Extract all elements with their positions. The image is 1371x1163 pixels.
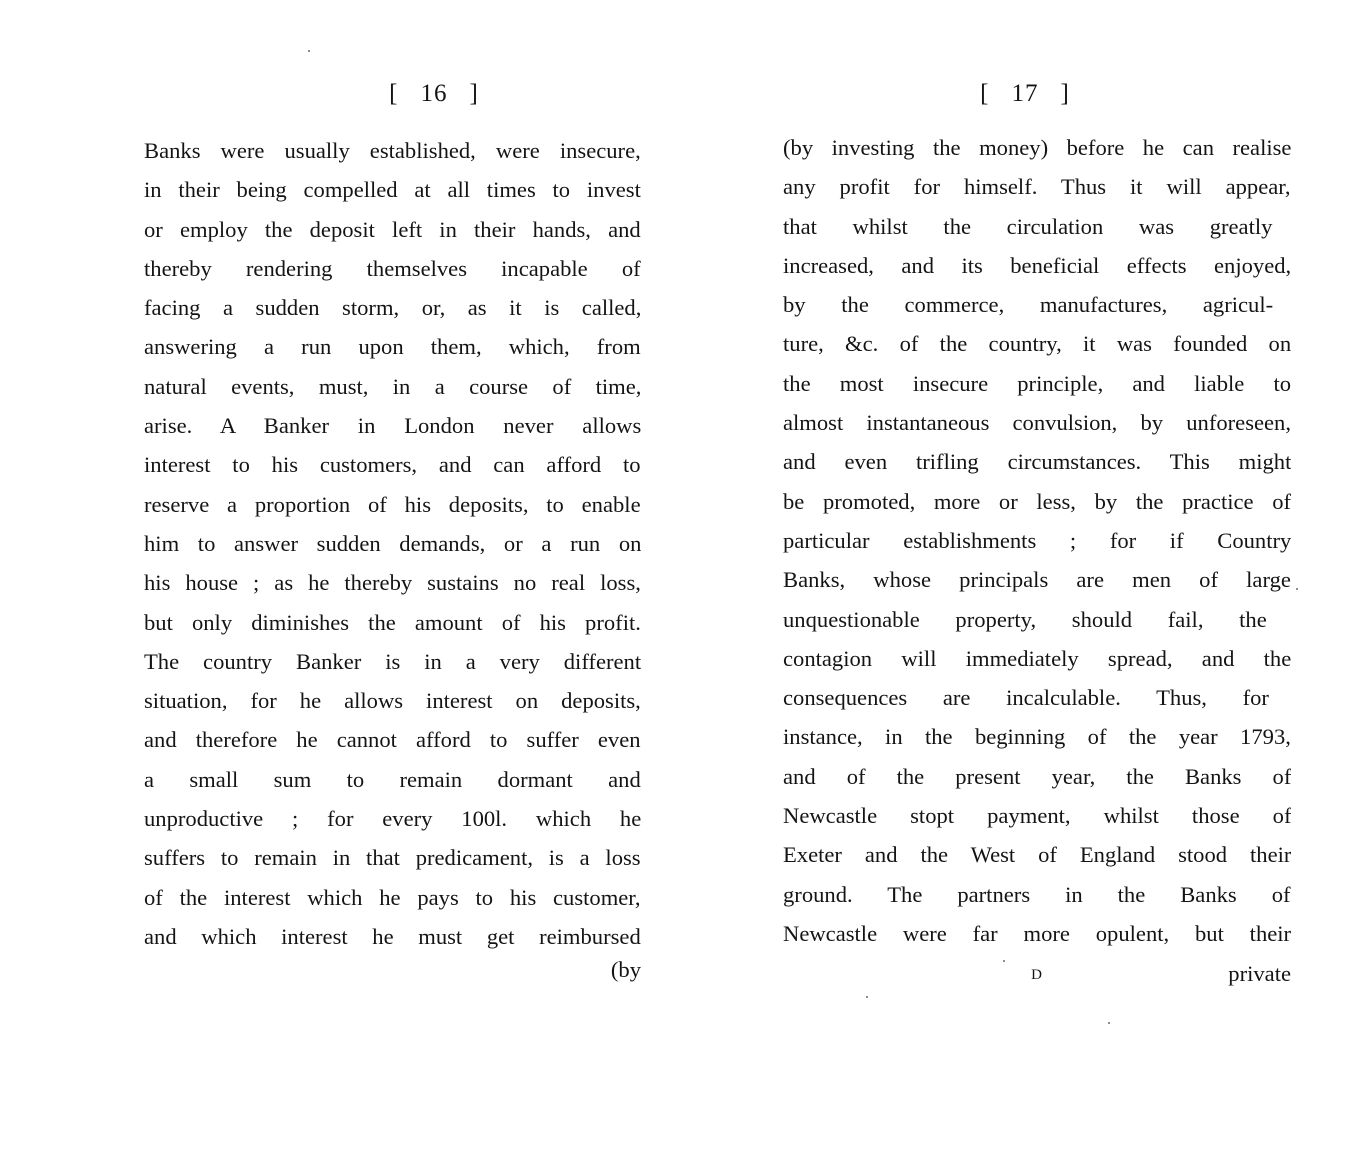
text-line: situation, for he allows interest on deposits, bbox=[144, 688, 641, 714]
text-line: (by investing the money) before he can realise bbox=[783, 135, 1291, 160]
text-line: facing a sudden storm, or, as it is called, bbox=[144, 295, 641, 321]
right-page-text bbox=[783, 128, 1291, 953]
text-line: any profit for himself. Thus it will appear, bbox=[783, 174, 1291, 200]
scan-speck bbox=[1296, 588, 1298, 590]
text-line: ground. The partners in the Banks of bbox=[783, 881, 1291, 907]
text-line: Banks were usually established, were insecure, bbox=[144, 138, 641, 163]
text-line: Exeter and the West of England stood their bbox=[783, 842, 1291, 868]
text-line: Newcastle were far more opulent, but their bbox=[783, 920, 1291, 946]
text-line: in their being compelled at all times to invest bbox=[144, 177, 641, 203]
left-page-number-bracket-close: ] bbox=[469, 80, 479, 107]
text-line: his house ; as he thereby sustains no real loss, bbox=[144, 570, 641, 596]
text-line: The country Banker is in a very different bbox=[144, 648, 641, 674]
right-page-number bbox=[771, 80, 1279, 108]
left-page-catchword: (by bbox=[610, 957, 641, 982]
text-line: interest to his customers, and can afford to bbox=[144, 452, 641, 478]
left-page bbox=[144, 0, 641, 1040]
text-line: arise. A Banker in London never allows bbox=[144, 413, 641, 439]
scan-speck bbox=[308, 50, 310, 52]
scan-speck bbox=[1108, 1022, 1110, 1024]
text-line: a small sum to remain dormant and bbox=[144, 766, 641, 792]
left-page-number bbox=[0, 80, 724, 108]
text-line: unproductive ; for every 100l. which he bbox=[144, 806, 641, 832]
text-line: particular establishments ; for if Country bbox=[783, 527, 1291, 553]
right-page-catchword: private bbox=[1228, 961, 1291, 986]
text-line: almost instantaneous convulsion, by unforeseen, bbox=[783, 410, 1291, 436]
right-page bbox=[783, 0, 1291, 1040]
text-line: and even trifling circumstances. This might bbox=[783, 449, 1291, 475]
right-page-number-bracket-open: [ bbox=[980, 80, 990, 107]
text-line: him to answer sudden demands, or a run on bbox=[144, 530, 641, 556]
text-line: be promoted, more or less, by the practice of bbox=[783, 488, 1291, 514]
text-line: and therefore he cannot afford to suffer even bbox=[144, 727, 641, 753]
right-page-footer bbox=[783, 961, 1291, 997]
text-line: the most insecure principle, and liable to bbox=[783, 370, 1291, 396]
text-line: of the interest which he pays to his customer, bbox=[144, 884, 641, 910]
text-line: Banks, whose principals are men of large bbox=[783, 567, 1291, 593]
scan-speck bbox=[866, 996, 868, 998]
text-line: reserve a proportion of his deposits, to enable bbox=[144, 491, 641, 517]
text-line: increased, and its beneficial effects enjoyed, bbox=[783, 252, 1291, 278]
text-line: but only diminishes the amount of his profit. bbox=[144, 609, 641, 635]
text-line: instance, in the beginning of the year 1793, bbox=[783, 724, 1291, 750]
text-line: consequences are incalculable. Thus, for bbox=[783, 685, 1269, 711]
text-line: or employ the deposit left in their hands, and bbox=[144, 216, 641, 242]
text-line: and which interest he must get reimbursed bbox=[144, 923, 641, 949]
text-line: contagion will immediately spread, and the bbox=[783, 645, 1291, 671]
text-line: unquestionable property, should fail, the bbox=[783, 606, 1267, 632]
text-line: by the commerce, manufactures, agricul- bbox=[783, 292, 1274, 318]
right-page-number-value: 17 bbox=[1011, 80, 1039, 107]
signature-mark: D bbox=[1031, 967, 1043, 983]
left-page-footer bbox=[144, 957, 641, 993]
left-page-number-value: 16 bbox=[420, 80, 448, 107]
text-line: Newcastle stopt payment, whilst those of bbox=[783, 803, 1291, 829]
text-line: answering a run upon them, which, from bbox=[144, 334, 641, 360]
left-page-number-bracket-open: [ bbox=[389, 80, 399, 107]
text-line: ture, &c. of the country, it was founded on bbox=[783, 331, 1291, 357]
left-page-text bbox=[144, 131, 641, 956]
text-line: natural events, must, in a course of time, bbox=[144, 373, 641, 399]
text-line: that whilst the circulation was greatly bbox=[783, 213, 1273, 239]
right-page-number-bracket-close: ] bbox=[1060, 80, 1070, 107]
scan-speck bbox=[1003, 960, 1005, 962]
text-line: thereby rendering themselves incapable of bbox=[144, 255, 641, 281]
text-line: suffers to remain in that predicament, is a loss bbox=[144, 845, 641, 871]
text-line: and of the present year, the Banks of bbox=[783, 763, 1291, 789]
